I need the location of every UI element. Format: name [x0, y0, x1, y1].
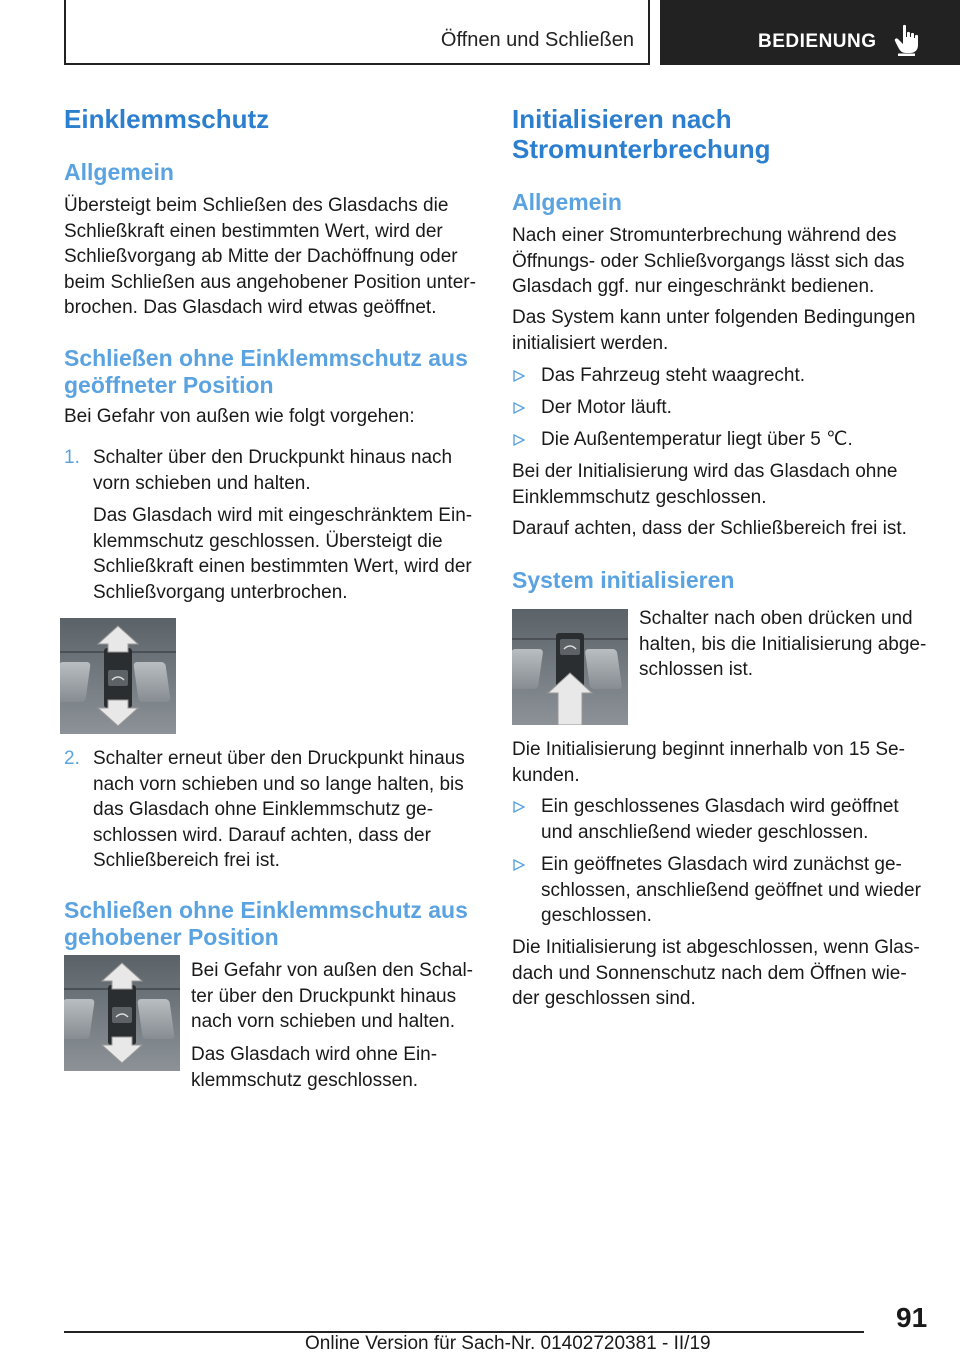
text-line: dach und Sonnenschutz nach dem Öffnen wie‐ — [512, 962, 907, 984]
heading-line: geöffneter Position — [64, 372, 274, 398]
text-line: vorn schieben und halten. — [93, 472, 311, 494]
left-allgemein-heading: Allgemein — [64, 159, 174, 185]
text-line: ter über den Druckpunkt hinaus — [191, 985, 457, 1007]
init-bullet-opened — [541, 852, 921, 929]
bullet-triangle-icon — [513, 402, 525, 414]
step2-number: 2. — [64, 748, 80, 769]
text-line: Das Glasdach wird ohne Ein‐ — [191, 1044, 438, 1065]
left-opened-intro: Bei Gefahr von außen wie folgt vorgehen: — [64, 406, 415, 427]
page-number: 91 — [896, 1302, 928, 1333]
text-line: schlossen wird. Darauf achten, dass der — [93, 824, 431, 846]
right-title — [512, 104, 771, 164]
step1-number: 1. — [64, 447, 80, 468]
init-bullet-closed — [541, 794, 899, 845]
condition-item: Der Motor läuft. — [541, 397, 672, 418]
text-line: Schließbereich frei ist. — [93, 850, 280, 871]
text-line: Nach einer Stromunterbrechung während des — [512, 225, 897, 246]
text-line: Übersteigt beim Schließen des Glasdachs die — [64, 195, 449, 216]
header-chapter-label: BEDIENUNG — [758, 31, 877, 52]
heading-line: gehobener Position — [64, 924, 279, 950]
left-raised-heading — [64, 897, 468, 951]
roof-switch-forward-image — [60, 618, 176, 734]
text-line: brochen. Das Glasdach wird etwas geöffnet. — [64, 297, 437, 318]
text-line: nach vorn schieben und halten. — [191, 1011, 456, 1032]
text-line: Die Initialisierung ist abgeschlossen, wenn Glas‐ — [512, 937, 920, 958]
text-line: kunden. — [512, 764, 580, 786]
text-line: Das System kann unter folgenden Bedingungen — [512, 307, 916, 328]
header-chapter-tab[interactable] — [660, 0, 960, 65]
left-opened-heading — [64, 345, 468, 399]
text-line: das Glasdach ohne Einklemmschutz ge‐ — [93, 799, 434, 820]
text-line: halten, bis die Initialisierung abge‐ — [639, 633, 927, 655]
bullet-triangle-icon — [513, 801, 525, 813]
right-allgemein-heading: Allgemein — [512, 189, 622, 215]
pointing-hand-icon — [894, 24, 920, 56]
step1-text — [93, 445, 452, 496]
title-line: Stromunterbrechung — [512, 134, 771, 164]
text-line: initialisiert werden. — [512, 332, 669, 354]
text-line: Schließkraft einen bestimmten Wert, wird der — [93, 556, 472, 577]
roof-switch-up-image — [512, 609, 628, 725]
text-line: geschlossen. — [541, 905, 652, 926]
text-line: Bei der Initialisierung wird das Glasdach ohne — [512, 461, 898, 482]
right-allgemein-p4: Darauf achten, dass der Schließbereich frei ist. — [512, 518, 907, 539]
text-line: Die Initialisierung beginnt innerhalb von 15 Se‐ — [512, 739, 905, 760]
title-line: Initialisieren nach — [512, 104, 732, 134]
system-init-instruction — [639, 606, 926, 683]
right-allgemein-p3 — [512, 459, 898, 510]
text-line: schlossen ist. — [639, 659, 754, 680]
heading-line: Schließen ohne Einklemmschutz aus — [64, 897, 468, 923]
text-line: Das Glasdach wird mit eingeschränktem Ein‐ — [93, 505, 473, 526]
left-title: Einklemmschutz — [64, 104, 270, 134]
text-line: Schalter nach oben drücken und — [639, 608, 913, 629]
text-line: beim Schließen aus angehobener Position unter‐ — [64, 271, 476, 293]
text-line: klemmschutz geschlossen. — [191, 1069, 419, 1091]
system-init-end — [512, 935, 920, 1012]
text-line: Ein geöffnetes Glasdach wird zunächst ge‐ — [541, 854, 902, 875]
system-init-start — [512, 737, 905, 788]
text-line: Bei Gefahr von außen den Schal‐ — [191, 960, 474, 981]
text-line: Schließvorgang unterbrochen. — [93, 581, 348, 603]
text-line: Schließvorgang ab Mitte der Dachöffnung oder — [64, 246, 458, 267]
condition-item: Die Außentemperatur liegt über 5 ℃. — [541, 429, 853, 450]
text-line: klemmschutz geschlossen. Übersteigt die — [93, 530, 443, 552]
text-line: Einklemmschutz geschlossen. — [512, 486, 767, 508]
text-line: Ein geschlossenes Glasdach wird geöffnet — [541, 796, 899, 817]
left-allgemein-text — [64, 193, 476, 321]
right-allgemein-p1 — [512, 223, 905, 300]
text-line: und anschließend wieder geschlossen. — [541, 821, 869, 843]
text-line: Schließkraft einen bestimmten Wert, wird der — [64, 220, 443, 242]
header-section-box — [64, 0, 650, 65]
bullet-triangle-icon — [513, 859, 525, 871]
text-line: Öffnungs- oder Schließvorgangs lässt sich das — [512, 250, 905, 272]
bullet-triangle-icon — [513, 370, 525, 382]
text-line: nach vorn schieben und so lange halten, bis — [93, 773, 464, 795]
header-section-title: Öffnen und Schließen — [440, 29, 634, 51]
system-init-heading: System initialisieren — [512, 567, 735, 593]
step2-text — [93, 746, 465, 874]
right-allgemein-p2 — [512, 305, 916, 356]
bullet-triangle-icon — [513, 434, 525, 446]
footer-online-version: Online Version für Sach-Nr. 01402720381 - II/19 — [305, 1333, 711, 1354]
condition-item: Das Fahrzeug steht waagrecht. — [541, 365, 806, 386]
heading-line: Schließen ohne Einklemmschutz aus — [64, 345, 468, 371]
text-line: Glasdach ggf. nur eingeschränkt bedienen. — [512, 276, 875, 297]
text-line: der geschlossen sind. — [512, 988, 696, 1009]
roof-switch-raised-image — [64, 955, 180, 1071]
text-line: schlossen, anschließend geöffnet und wieder — [541, 879, 921, 901]
text-line: Schalter über den Druckpunkt hinaus nach — [93, 447, 453, 468]
text-line: Schalter erneut über den Druckpunkt hinaus — [93, 748, 465, 769]
left-raised-text — [191, 958, 473, 1035]
left-raised-result — [191, 1042, 437, 1093]
step1-detail — [93, 503, 472, 605]
